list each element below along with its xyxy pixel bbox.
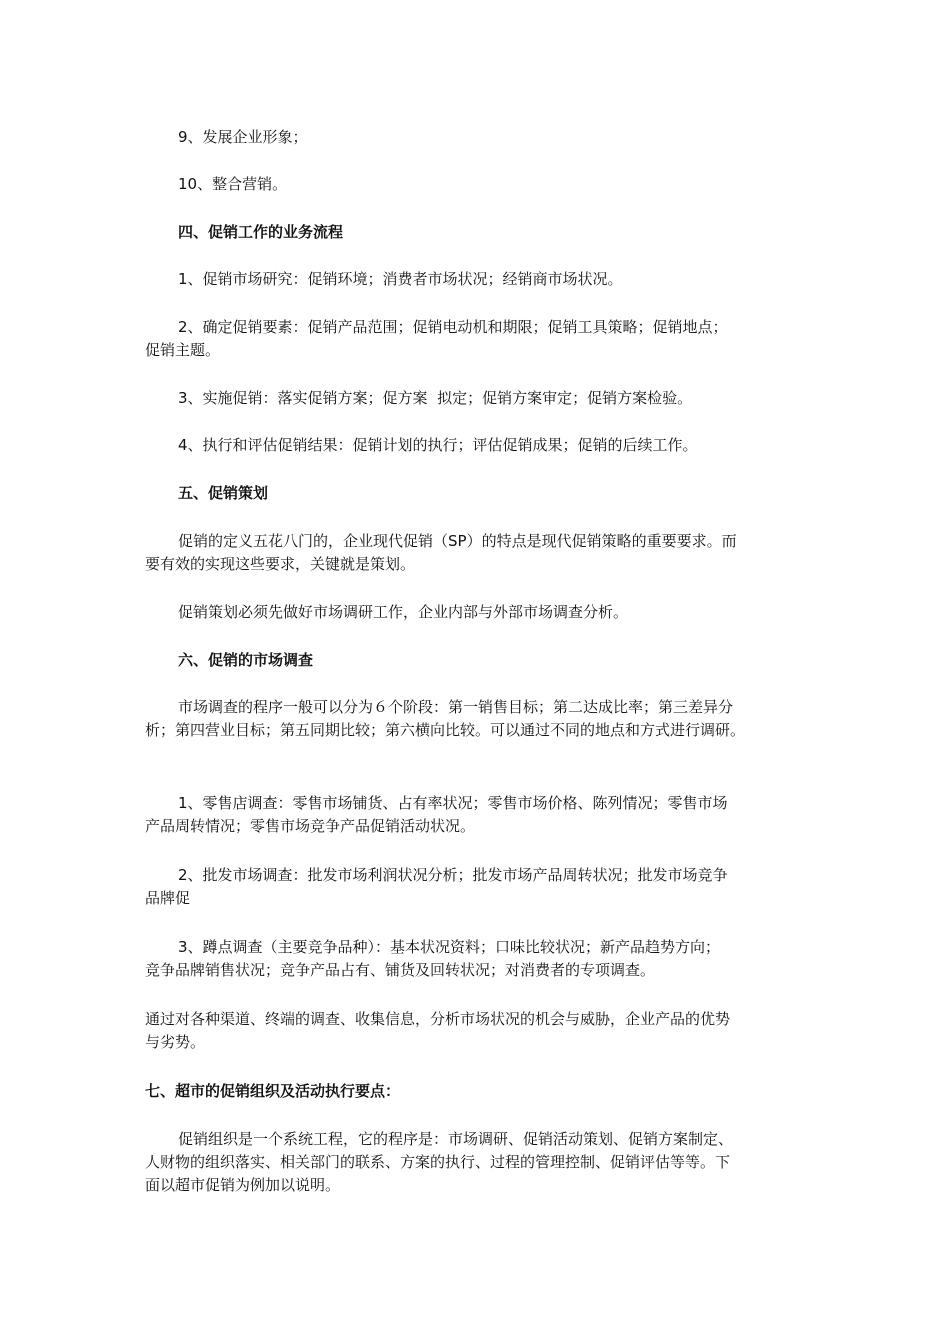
section-heading-6: 六、促销的市场调查 [178,651,314,669]
process-step-2: 2、确定促销要素：促销产品范围；促销电动机和期限；促销工具策略；促销地点； 促销主题。 [145,318,728,359]
process-step-1: 1、促销市场研究：促销环境；消费者市场状况；经销商市场状况。 [178,270,623,288]
process-step-4: 4、执行和评估促销结果：促销计划的执行；评估促销成果；促销的后续工作。 [178,436,698,454]
body-paragraph: 促销组织是一个系统工程，它的程序是：市场调研、促销活动策划、促销方案制定、 人财物的组织落实、相关部门的联系、方案的执行、过程的管理控制、促销评估等等。下 面以超市促销为例加以说明。 [145,1130,734,1194]
survey-item-1: 1、零售店调查：零售市场铺货、占有率状况；零售市场价格、陈列情况；零售市场 产品周转情况；零售市场竞争产品促销活动状况。 [145,794,728,835]
body-paragraph: 通过对各种渠道、终端的调查、收集信息，分析市场状况的机会与威胁，企业产品的优势 与劣势。 [145,1010,731,1051]
body-paragraph: 市场调查的程序一般可以分为６个阶段：第一销售目标；第二达成比率；第三差异分 析；第四营业目标；第五同期比较；第六横向比较。可以通过不同的地点和方式进行调研。 [145,698,746,739]
body-paragraph: 促销的定义五花八门的，企业现代促销（SP）的特点是现代促销策略的重要要求。而 要有效的实现这些要求，关键就是策划。 [145,532,737,573]
list-item-9: 9、发展企业形象； [178,128,308,146]
section-heading-4: 四、促销工作的业务流程 [178,223,344,241]
process-step-3: 3、实施促销：落实促销方案；促方案 拟定；促销方案审定；促销方案检验。 [178,389,693,407]
section-heading-5: 五、促销策划 [178,484,269,502]
section-heading-7: 七、超市的促销组织及活动执行要点： [145,1082,401,1100]
survey-item-2: 2、批发市场调查：批发市场利润状况分析；批发市场产品周转状况；批发市场竞争 品牌促 [145,866,728,907]
body-paragraph: 促销策划必须先做好市场调研工作，企业内部与外部市场调查分析。 [178,603,629,621]
survey-item-3: 3、蹲点调查（主要竞争品种）：基本状况资料；口味比较状况；新产品趋势方向； 竞争品牌销售状况；竞争产品占有、铺货及回转状况；对消费者的专项调查。 [145,938,721,979]
list-item-10: 10、整合营销。 [178,175,288,193]
